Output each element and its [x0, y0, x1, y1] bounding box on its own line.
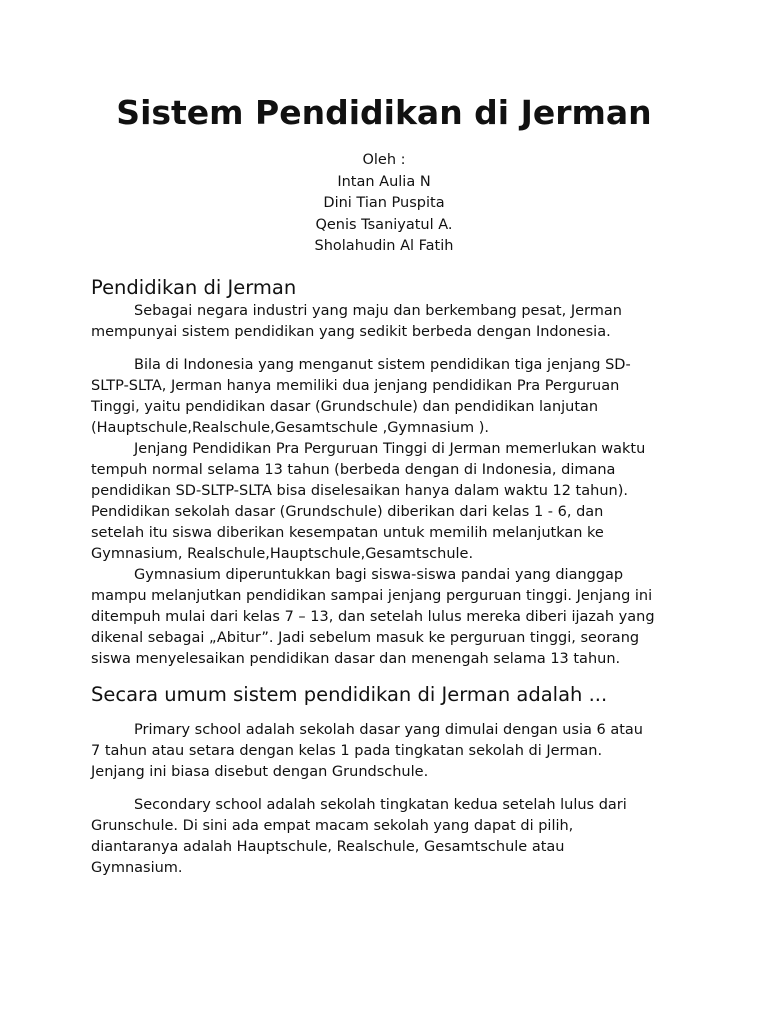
- paragraph-secondary-school: [91, 795, 691, 879]
- text-line: Sebagai negara industri yang maju dan berkembang pesat, Jerman: [134, 303, 622, 319]
- text-line: Primary school adalah sekolah dasar yang dimulai dengan usia 6 atau: [134, 722, 643, 738]
- text-line: ditempuh mulai dari kelas 7 – 13, dan setelah lulus mereka diberi ijazah yang: [91, 609, 655, 625]
- text-line: siswa menyelesaikan pendidikan dasar dan menengah selama 13 tahun.: [91, 651, 621, 667]
- section-heading-secara-umum: Secara umum sistem pendidikan di Jerman adalah ...: [91, 683, 608, 706]
- text-line: pendidikan SD-SLTP-SLTA bisa diselesaikan hanya dalam waktu 12 tahun).: [91, 483, 628, 499]
- text-line: Pendidikan sekolah dasar (Grundschule) diberikan dari kelas 1 - 6, dan: [91, 504, 604, 520]
- text-line: Grunschule. Di sini ada empat macam sekolah yang dapat di pilih,: [91, 818, 574, 834]
- text-line: Secondary school adalah sekolah tingkatan kedua setelah lulus dari: [134, 797, 627, 813]
- author-name: Dini Tian Puspita: [323, 195, 445, 211]
- text-line: SLTP-SLTA, Jerman hanya memiliki dua jenjang pendidikan Pra Perguruan: [91, 378, 620, 394]
- paragraph-primary-school: [91, 720, 691, 783]
- byline-label: Oleh :: [362, 152, 406, 168]
- author-name: Intan Aulia N: [337, 173, 431, 190]
- text-line: Gymnasium.: [91, 860, 183, 876]
- text-line: Gymnasium, Realschule,Hauptschule,Gesamtschule.: [91, 546, 474, 562]
- text-line: diantaranya adalah Hauptschule, Realschule, Gesamtschule atau: [91, 839, 565, 855]
- text-line: mempunyai sistem pendidikan yang sedikit berbeda dengan Indonesia.: [91, 324, 611, 340]
- text-line: Jenjang Pendidikan Pra Perguruan Tinggi di Jerman memerlukan waktu: [134, 441, 646, 457]
- author-name: Qenis Tsaniyatul A.: [315, 216, 453, 233]
- text-line: 7 tahun atau setara dengan kelas 1 pada tingkatan sekolah di Jerman.: [91, 743, 603, 759]
- text-line: dikenal sebagai „Abitur”. Jadi sebelum masuk ke perguruan tinggi, seorang: [91, 630, 640, 646]
- paragraph-jenjang: [91, 355, 691, 670]
- text-line: Tinggi, yaitu pendidikan dasar (Grundschule) dan pendidikan lanjutan: [91, 399, 599, 415]
- text-line: Bila di Indonesia yang menganut sistem pendidikan tiga jenjang SD-: [134, 357, 631, 373]
- author-name: Sholahudin Al Fatih: [314, 238, 454, 254]
- section-heading-pendidikan: Pendidikan di Jerman: [91, 276, 297, 299]
- document-title: Sistem Pendidikan di Jerman: [116, 93, 652, 132]
- text-line: Gymnasium diperuntukkan bagi siswa-siswa pandai yang dianggap: [134, 567, 624, 583]
- text-line: Jenjang ini biasa disebut dengan Grundschule.: [91, 764, 429, 780]
- text-line: tempuh normal selama 13 tahun (berbeda dengan di Indonesia, dimana: [91, 462, 616, 478]
- byline: [0, 150, 768, 258]
- text-line: setelah itu siswa diberikan kesempatan untuk memilih melanjutkan ke: [91, 525, 604, 541]
- text-line: mampu melanjutkan pendidikan sampai jenjang perguruan tinggi. Jenjang ini: [91, 588, 653, 604]
- text-line: (Hauptschule,Realschule,Gesamtschule ,Gymnasium ).: [91, 420, 489, 436]
- paragraph-intro: [91, 301, 691, 343]
